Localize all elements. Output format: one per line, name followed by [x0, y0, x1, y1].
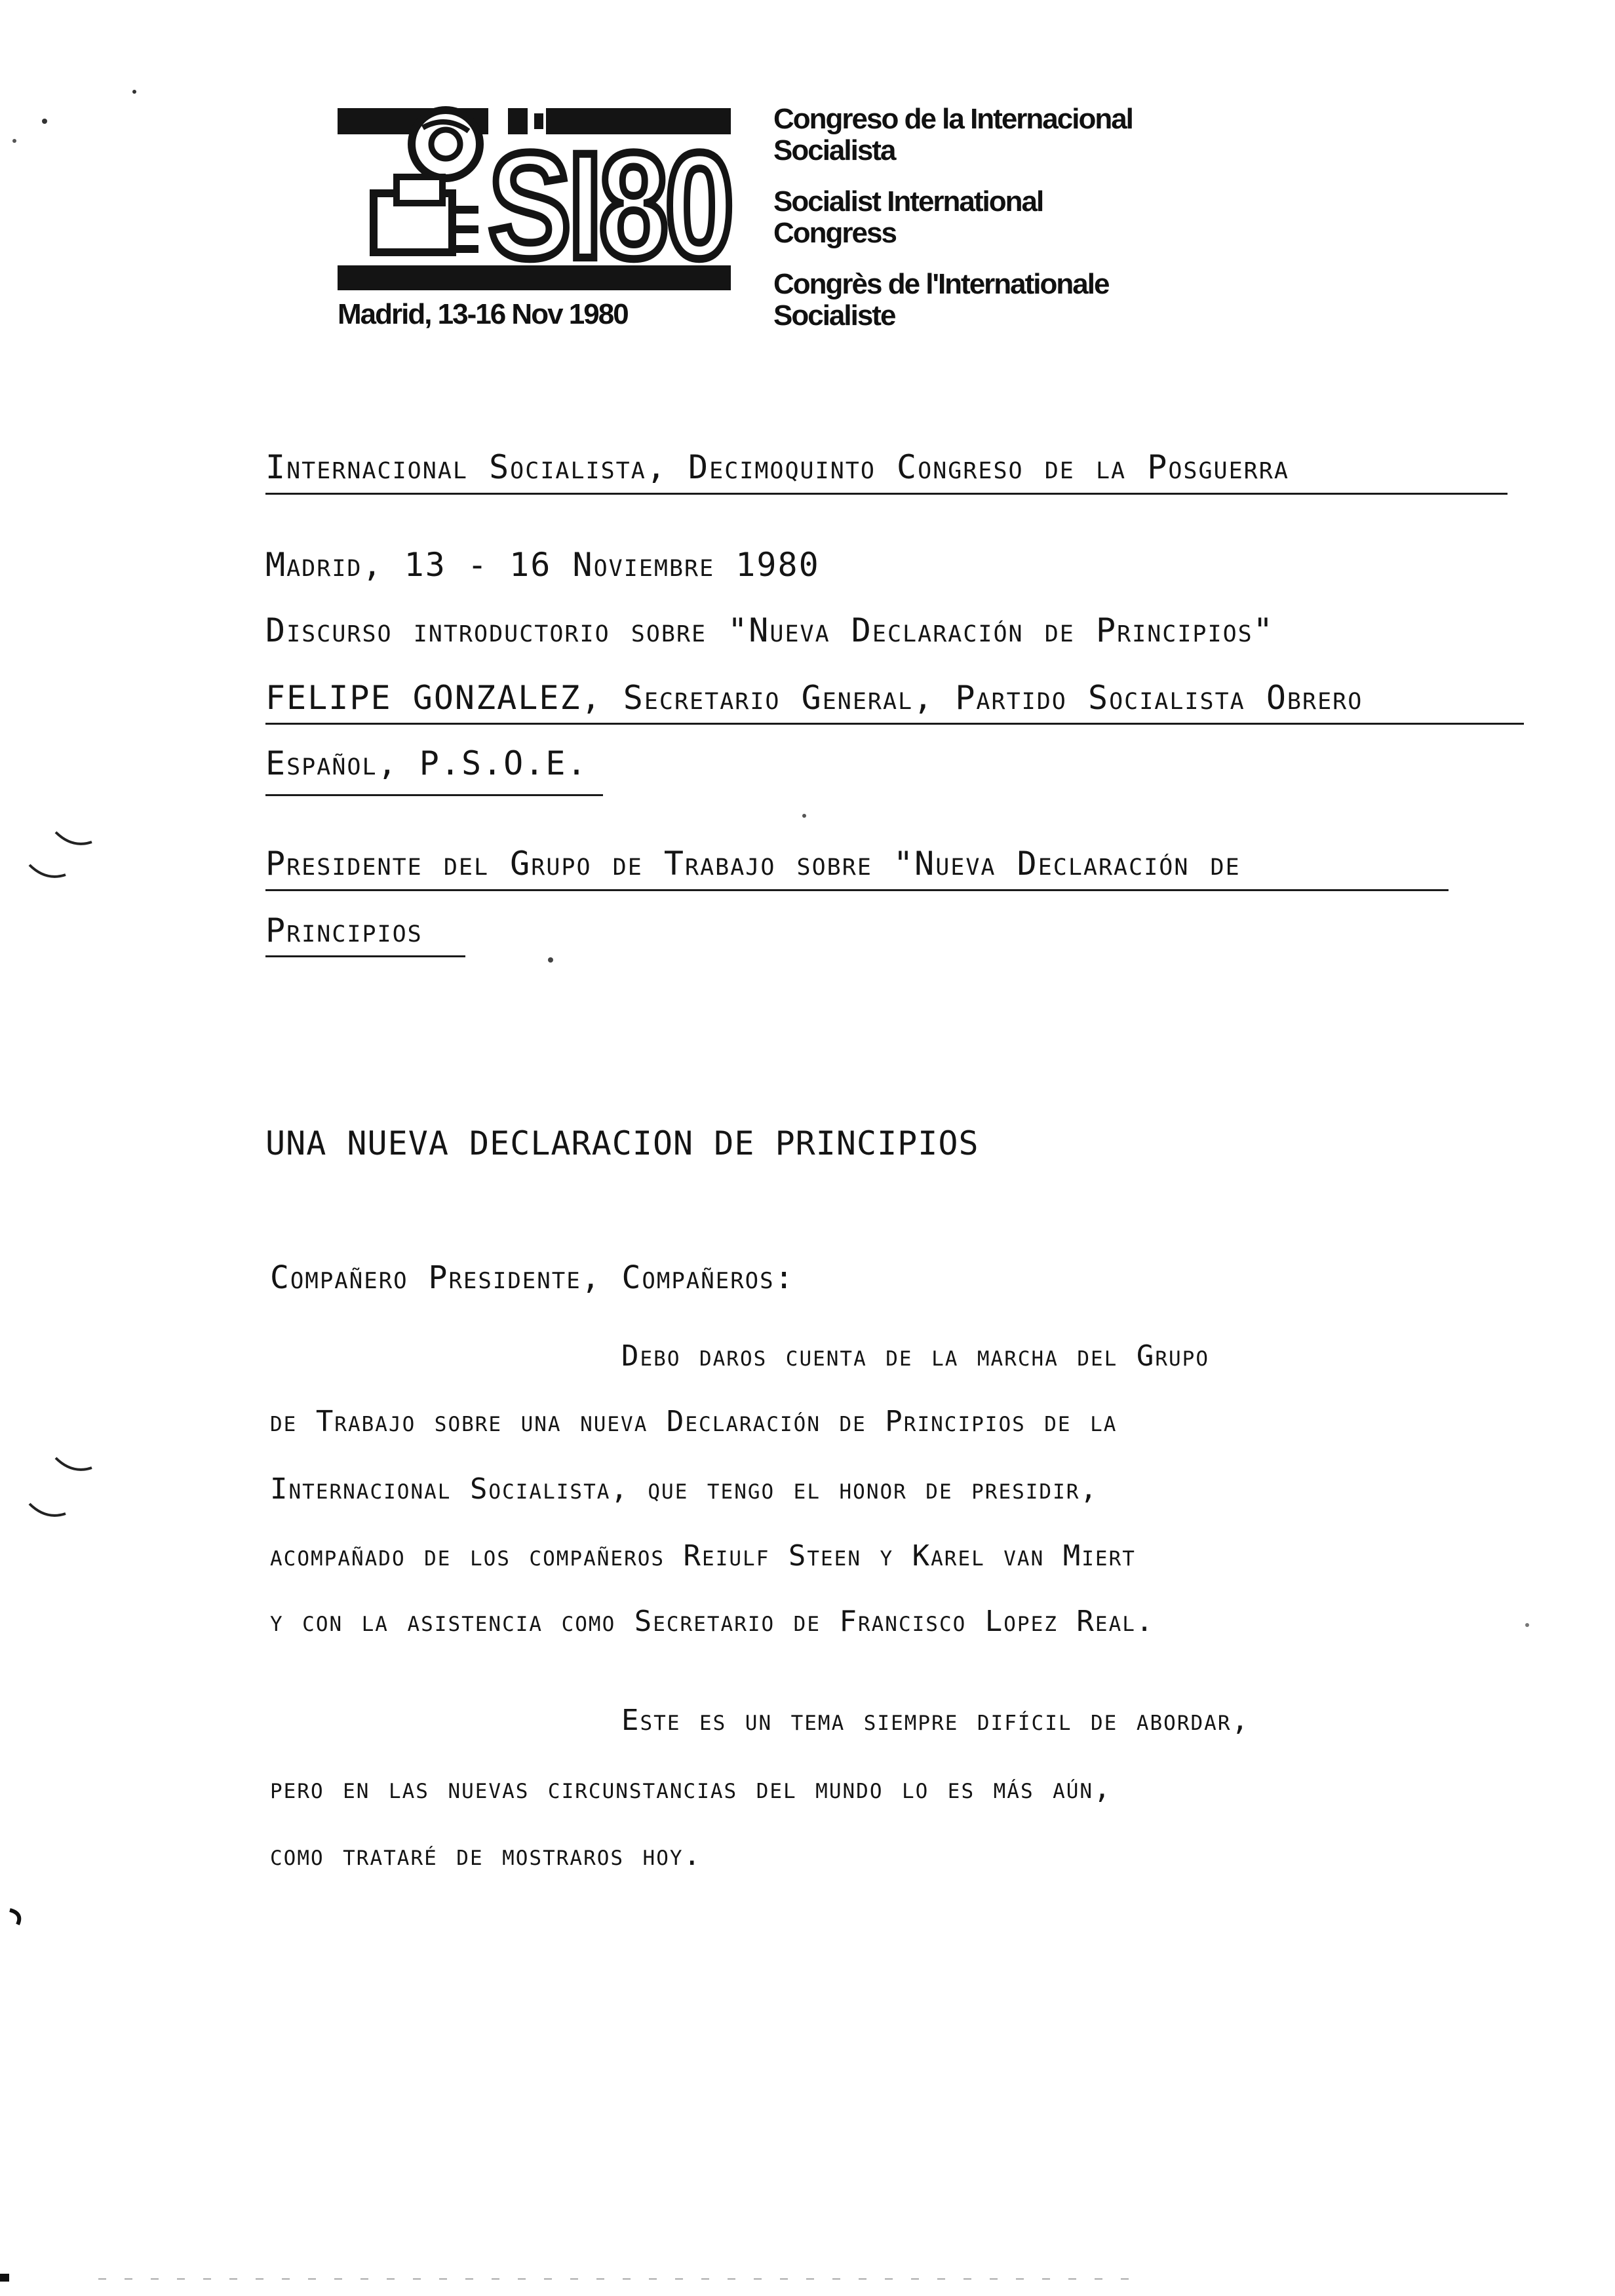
congress-name-line: Congress — [773, 217, 896, 249]
logo-caption: Madrid, 13-16 Nov 1980 — [338, 298, 628, 330]
binding-mark — [29, 865, 66, 877]
paragraph-line: y con la asistencia como Secretario de Francisco Lopez Real. — [270, 1605, 1155, 1638]
congress-name-line: Socialista — [773, 134, 895, 166]
binding-mark — [29, 1504, 66, 1516]
header-speaker: FELIPE GONZALEZ, Secretario General, Partido Socialista Obrero — [265, 679, 1363, 717]
si80-wordmark: SI80 — [488, 121, 731, 290]
binding-mark — [56, 832, 92, 844]
congress-name-line: Congreso de la Internacional — [773, 103, 1133, 135]
salutation: Compañero Presidente, Compañeros: — [270, 1259, 795, 1296]
scan-speck — [12, 139, 16, 143]
header-congress-title: Internacional Socialista, Decimoquinto Congreso de la Posguerra — [265, 448, 1289, 486]
scan-speck — [1525, 1623, 1529, 1627]
paragraph-line: de Trabajo sobre una nueva Declaración de Principios de la — [270, 1405, 1118, 1438]
paragraph-line: como trataré de mostraros hoy. — [270, 1839, 703, 1872]
paragraph-line: acompañado de los compañeros Reiulf Steen y Karel van Miert — [270, 1539, 1136, 1573]
header-speaker-party: Español, P.S.O.E. — [265, 744, 588, 782]
header-role: Presidente del Grupo de Trabajo sobre "Nueva Declaración de — [265, 845, 1241, 883]
header-speech-type: Discurso introductorio sobre "Nueva Declaración de Principios" — [265, 611, 1274, 649]
paragraph-line: pero en las nuevas circunstancias del mundo lo es más aún, — [270, 1772, 1112, 1805]
header-role-cont: Principios — [265, 911, 423, 949]
scan-speck — [42, 119, 47, 124]
scan-speck — [548, 957, 553, 963]
header-date-place: Madrid, 13 - 16 Noviembre 1980 — [265, 546, 820, 584]
congress-name-line: Socialist International — [773, 185, 1043, 218]
scan-speck — [10, 1910, 19, 1924]
binding-mark — [56, 1458, 92, 1470]
scan-speck — [0, 2274, 9, 2282]
paragraph-line: Debo daros cuenta de la marcha del Grupo — [621, 1339, 1209, 1373]
scan-speck — [802, 814, 806, 818]
congress-name-line: Socialiste — [773, 299, 895, 332]
scan-speck — [132, 90, 136, 94]
paragraph-line: Este es un tema siempre difícil de abordar, — [621, 1704, 1250, 1737]
congress-name-line: Congrès de l'Internationale — [773, 268, 1109, 300]
section-title: UNA NUEVA DECLARACION DE PRINCIPIOS — [265, 1124, 979, 1162]
paragraph-line: Internacional Socialista, que tengo el honor de presidir, — [270, 1472, 1099, 1506]
